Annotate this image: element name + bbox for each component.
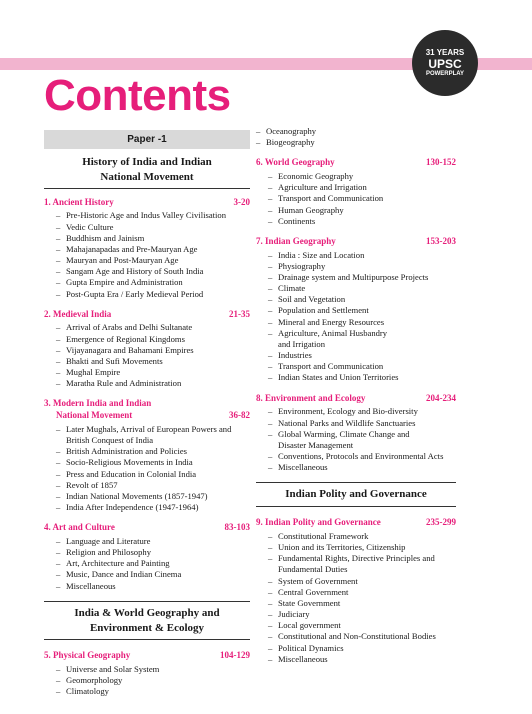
badge-line3: POWERPLAY [425, 71, 465, 77]
list-item: – Geomorphology [44, 675, 250, 686]
page-range: 204-234 [426, 392, 456, 403]
list-item: – National Parks and Wildlife Sanctuaries [256, 418, 456, 429]
list-item: – Climatology [44, 686, 250, 697]
list-item: – Religion and Philosophy [44, 547, 250, 558]
page-range: 21-35 [229, 308, 250, 319]
list-item: – India : Size and Location [256, 250, 456, 261]
list-item: – Oceanography [256, 126, 456, 137]
page-range: 130-152 [426, 157, 456, 168]
section-heading[interactable]: 5. Physical Geography 104-129 [44, 650, 250, 661]
section-indian-geography [256, 236, 456, 384]
list-item: – Maratha Rule and Administration [44, 378, 250, 389]
list-item: – Language and Literature [44, 536, 250, 547]
list-item: – Central Government [256, 587, 456, 598]
list-item: – Soil and Vegetation [256, 294, 456, 305]
section-heading[interactable]: 7. Indian Geography 153-203 [256, 235, 456, 246]
list-item: – Gupta Empire and Administration [44, 277, 250, 288]
list-item: – Mauryan and Post-Mauryan Age [44, 255, 250, 266]
section-modern-india [44, 398, 250, 513]
list-item: – Mineral and Energy Resources [256, 317, 456, 328]
list-item: – Biogeography [256, 137, 456, 148]
list-item: – Constitutional and Non-Constitutional Bodies [256, 631, 456, 642]
list-item: – Agriculture and Irrigation [256, 182, 456, 193]
list-item: – Vedic Culture [44, 222, 250, 233]
section-physical-geography [44, 650, 250, 697]
list-item: – India After Independence (1947-1964) [44, 502, 250, 513]
section-world-geography [256, 157, 456, 227]
part-heading-geography: India & World Geography and Environment & Ecology [44, 601, 250, 641]
list-item: – Revolt of 1857 [44, 480, 250, 491]
page-range: 83-103 [224, 522, 250, 533]
list-item: – Constitutional Framework [256, 531, 456, 542]
list-item: – Fundamental Rights, Directive Principles and Fundamental Duties [256, 553, 456, 575]
list-item: – Socio-Religious Movements in India [44, 457, 250, 468]
list-item: – Mahajanapadas and Pre-Mauryan Age [44, 244, 250, 255]
section-heading[interactable]: 4. Art and Culture 83-103 [44, 522, 250, 533]
section-heading[interactable]: 6. World Geography 130-152 [256, 157, 456, 168]
list-item: – Local government [256, 620, 456, 631]
section-heading[interactable]: 2. Medieval India 21-35 [44, 308, 250, 319]
section-heading[interactable]: 3. Modern India and Indian National Movement 36-82 [44, 398, 250, 421]
list-item: – Union and its Territories, Citizenship [256, 542, 456, 553]
left-column [44, 130, 250, 707]
list-item: – Press and Education in Colonial India [44, 469, 250, 480]
list-item: – Continents [256, 216, 456, 227]
list-item: – Mughal Empire [44, 367, 250, 378]
list-item: – System of Government [256, 576, 456, 587]
list-item: – Environment, Ecology and Bio-diversity [256, 406, 456, 417]
list-item: – Conventions, Protocols and Environmental Acts [256, 451, 456, 462]
section-heading[interactable]: 8. Environment and Ecology 204-234 [256, 392, 456, 403]
section-indian-polity [256, 517, 456, 665]
section-heading[interactable]: 9. Indian Polity and Governance 235-299 [256, 517, 456, 528]
list-item: – Universe and Solar System [44, 664, 250, 675]
page-range: 36-82 [229, 410, 250, 421]
list-item: – Pre-Historic Age and Indus Valley Civilisation [44, 210, 250, 221]
section-ancient-history [44, 197, 250, 300]
badge-line2: UPSC [428, 57, 462, 71]
list-item: – Economic Geography [256, 171, 456, 182]
list-item: – British Administration and Policies [44, 446, 250, 457]
page-range: 153-203 [426, 235, 456, 246]
list-item: – Buddhism and Jainism [44, 233, 250, 244]
list-item: – Sangam Age and History of South India [44, 266, 250, 277]
list-item: – Physiography [256, 261, 456, 272]
list-item: – Emergence of Regional Kingdoms [44, 334, 250, 345]
page-range: 104-129 [220, 650, 250, 661]
list-item: – Transport and Communication [256, 361, 456, 372]
list-item: – Indian National Movements (1857-1947) [44, 491, 250, 502]
list-item: – Miscellaneous [256, 462, 456, 473]
list-item: – Bhakti and Sufi Movements [44, 356, 250, 367]
part-heading-polity: Indian Polity and Governance [256, 482, 456, 507]
list-item: – Agriculture, Animal Husbandry and Irrigation [256, 328, 456, 350]
list-item: – Miscellaneous [256, 654, 456, 665]
list-item: – Industries [256, 350, 456, 361]
list-item: – Vijayanagara and Bahamani Empires [44, 345, 250, 356]
section-art-culture [44, 522, 250, 592]
page-title: Contents [44, 71, 231, 120]
list-item: – Music, Dance and Indian Cinema [44, 569, 250, 580]
list-item: – Transport and Communication [256, 193, 456, 204]
section-physical-geography-cont [256, 126, 456, 148]
powerplay-badge [412, 30, 478, 96]
section-medieval-india [44, 309, 250, 390]
page-range: 3-20 [233, 196, 250, 207]
list-item: – Post-Gupta Era / Early Medieval Period [44, 289, 250, 300]
list-item: – Population and Settlement [256, 305, 456, 316]
list-item: – Later Mughals, Arrival of European Powers and British Conquest of India [44, 424, 250, 446]
section-environment-ecology [256, 393, 456, 474]
list-item: – Political Dynamics [256, 643, 456, 654]
list-item: – Judiciary [256, 609, 456, 620]
paper-heading: Paper -1 [44, 130, 250, 149]
badge-line1: 31 YEARS [425, 48, 465, 57]
list-item: – Arrival of Arabs and Delhi Sultanate [44, 322, 250, 333]
list-item: – Drainage system and Multipurpose Projects [256, 272, 456, 283]
page-range: 235-299 [426, 517, 456, 528]
list-item: – Global Warming, Climate Change and Disaster Management [256, 429, 456, 451]
list-item: – Miscellaneous [44, 581, 250, 592]
list-item: – State Government [256, 598, 456, 609]
section-heading[interactable]: 1. Ancient History 3-20 [44, 196, 250, 207]
right-column [256, 124, 456, 674]
list-item: – Indian States and Union Territories [256, 372, 456, 383]
part-heading-history: History of India and Indian National Movement [44, 155, 250, 189]
list-item: – Art, Architecture and Painting [44, 558, 250, 569]
list-item: – Climate [256, 283, 456, 294]
list-item: – Human Geography [256, 205, 456, 216]
